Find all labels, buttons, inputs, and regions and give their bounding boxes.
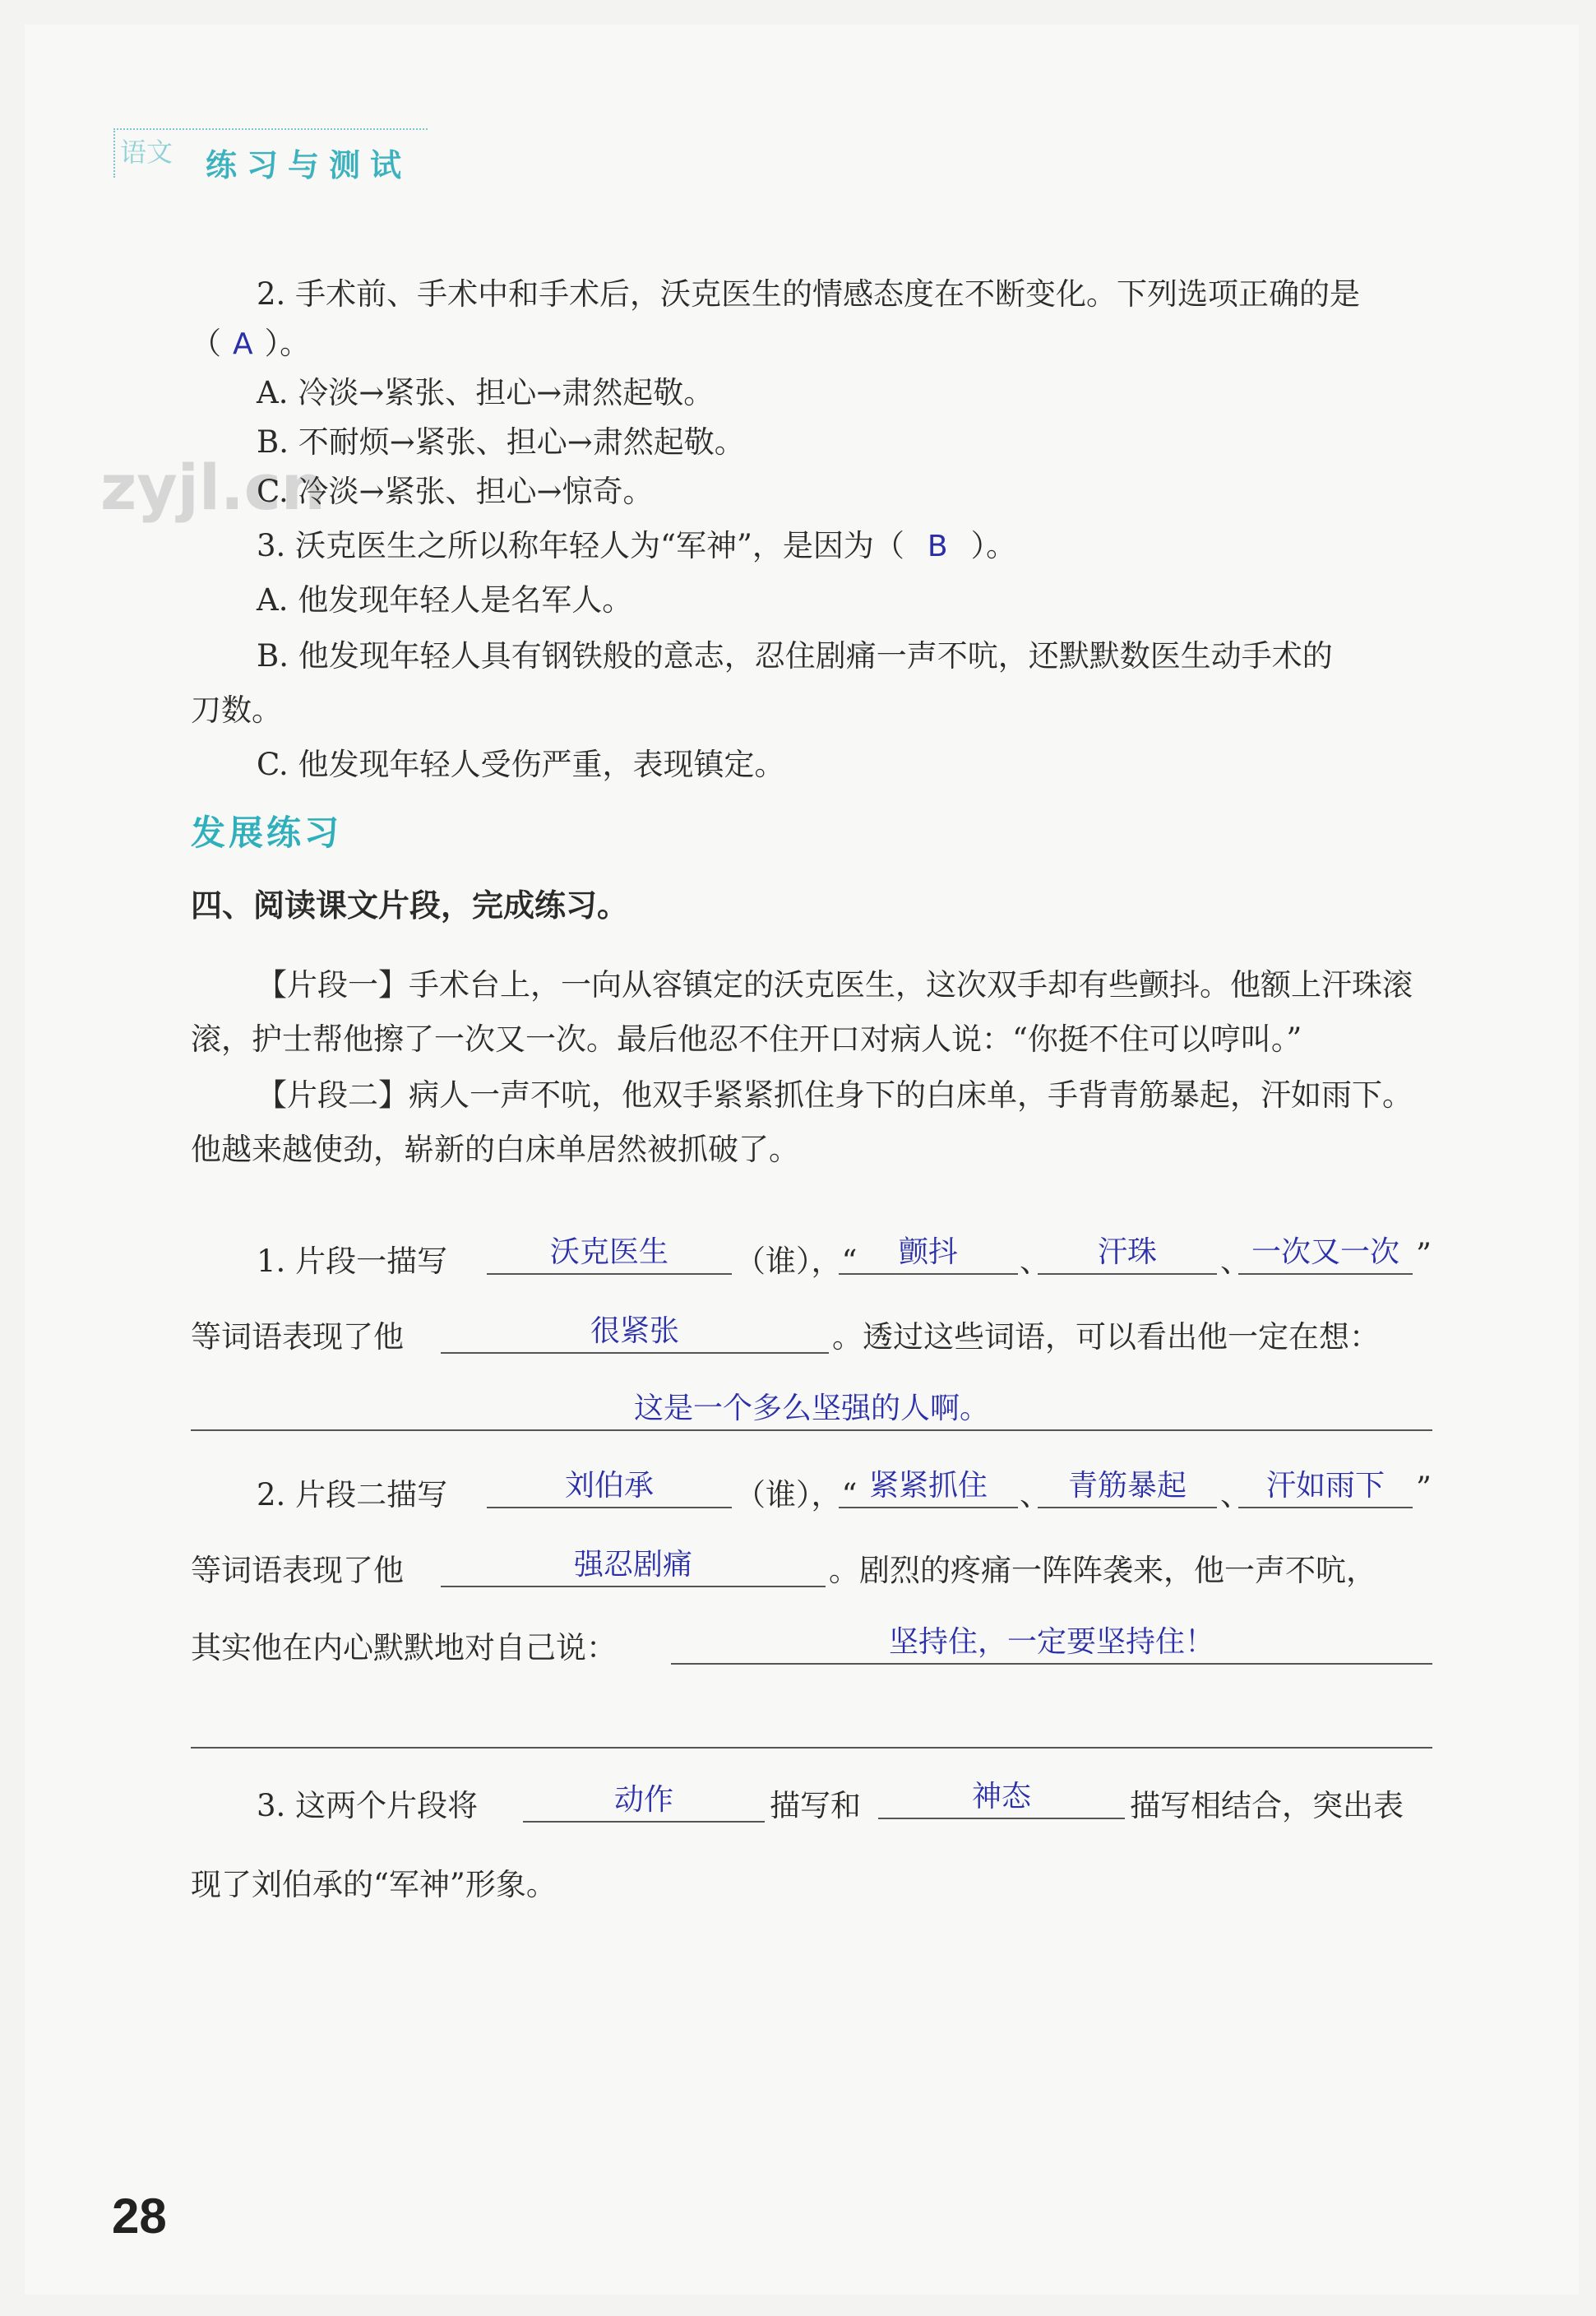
section-title: 发展练习	[191, 813, 343, 853]
ex1-word1-blank[interactable]: 颤抖	[839, 1234, 1018, 1275]
ex2-who-suffix: （谁），“	[735, 1477, 858, 1512]
watermark: zyjl.cn	[100, 451, 326, 524]
ex2-sep2: 、	[1220, 1477, 1251, 1512]
ex2-extra-line[interactable]	[191, 1707, 1432, 1749]
ex1-prefix: 1. 片段一描写	[257, 1244, 448, 1279]
ex3-middle: 描写和	[770, 1788, 861, 1823]
ex1-quote-close: ”	[1416, 1237, 1432, 1272]
ex1-word2-blank[interactable]: 汗珠	[1038, 1234, 1217, 1275]
ex3-prefix: 3. 这两个片段将	[257, 1788, 479, 1823]
excerpt2-line1: 【片段二】病人一声不吭，他双手紧紧抓住身下的白床单，手背青筋暴起，汗如雨下。	[257, 1077, 1413, 1113]
ex2-word3-blank[interactable]: 汗如雨下	[1238, 1467, 1413, 1508]
ex3-blank2[interactable]: 神态	[878, 1778, 1125, 1819]
ex1-who-suffix: （谁），“	[735, 1244, 858, 1279]
header-book-title: 练习与测试	[206, 147, 412, 183]
q2-option-b: B. 不耐烦→紧张、担心→肃然起敬。	[257, 424, 745, 460]
part4-title: 四、阅读课文片段，完成练习。	[191, 887, 629, 924]
ex3-suffix: 描写相结合，突出表	[1130, 1788, 1404, 1823]
ex2-quote-close: ”	[1416, 1471, 1432, 1506]
ex2-word2-blank[interactable]: 青筋暴起	[1038, 1467, 1217, 1508]
ex2-who-blank[interactable]: 刘伯承	[487, 1467, 732, 1508]
ex3-blank1[interactable]: 动作	[523, 1781, 765, 1823]
ex1-word3-blank[interactable]: 一次又一次	[1238, 1234, 1413, 1275]
q2-stem: 2. 手术前、手术中和手术后，沃克医生的情感态度在不断变化。下列选项正确的是	[257, 276, 1361, 312]
ex2-inner-words-blank[interactable]: 坚持住，一定要坚持住！	[671, 1624, 1432, 1665]
ex1-who-blank[interactable]: 沃克医生	[487, 1234, 732, 1275]
q2-option-a: A. 冷淡→紧张、担心→肃然起敬。	[257, 375, 715, 410]
q3-stem-line: 3. 沃克医生之所以称年轻人为“军神”，是因为（ B ）。	[257, 528, 1017, 563]
ex2-feeling-blank[interactable]: 强忍剧痛	[441, 1546, 826, 1587]
ex3-line2: 现了刘伯承的“军神”形象。	[191, 1867, 557, 1902]
q3-option-b: B. 他发现年轻人具有钢铁般的意志，忍住剧痛一声不吭，还默默数医生动手术的	[257, 638, 1333, 674]
ex2-line2-prefix: 等词语表现了他	[191, 1553, 404, 1588]
q3-option-c: C. 他发现年轻人受伤严重，表现镇定。	[257, 747, 785, 782]
ex2-line2-suffix: 。剧烈的疼痛一阵阵袭来，他一声不吭，	[829, 1553, 1376, 1588]
q3-answer: B	[927, 530, 948, 563]
ex2-sep1: 、	[1020, 1477, 1050, 1512]
ex1-line2-suffix: 。透过这些词语，可以看出他一定在想：	[832, 1319, 1380, 1355]
excerpt1-line1: 【片段一】手术台上，一向从容镇定的沃克医生，这次双手却有些颤抖。他额上汗珠滚	[257, 967, 1413, 1003]
ex1-sep2: 、	[1220, 1244, 1251, 1279]
page-number: 28	[112, 2189, 167, 2244]
ex1-sep1: 、	[1020, 1244, 1050, 1279]
q2-answer: A	[233, 327, 253, 361]
ex1-line2-prefix: 等词语表现了他	[191, 1319, 404, 1355]
ex2-word1-blank[interactable]: 紧紧抓住	[839, 1467, 1018, 1508]
ex2-line3-prefix: 其实他在内心默默地对自己说：	[191, 1630, 617, 1665]
excerpt2-line2: 他越来越使劲，崭新的白床单居然被抓破了。	[191, 1132, 799, 1167]
q3-option-a: A. 他发现年轻人是名军人。	[257, 582, 633, 618]
ex1-feeling-blank[interactable]: 很紧张	[441, 1313, 829, 1354]
q2-option-c: C. 冷淡→紧张、担心→惊奇。	[257, 474, 654, 509]
q3-option-b-cont: 刀数。	[191, 692, 282, 728]
q2-answer-line: （ A ）。	[191, 326, 311, 361]
ex2-prefix: 2. 片段二描写	[257, 1477, 448, 1512]
header-subject: 语文	[120, 137, 173, 168]
excerpt1-line2: 滚，护士帮他擦了一次又一次。最后他忍不住开口对病人说：“你挺不住可以哼叫。”	[191, 1021, 1302, 1057]
ex1-thought-blank[interactable]: 这是一个多么坚强的人啊。	[191, 1390, 1432, 1431]
